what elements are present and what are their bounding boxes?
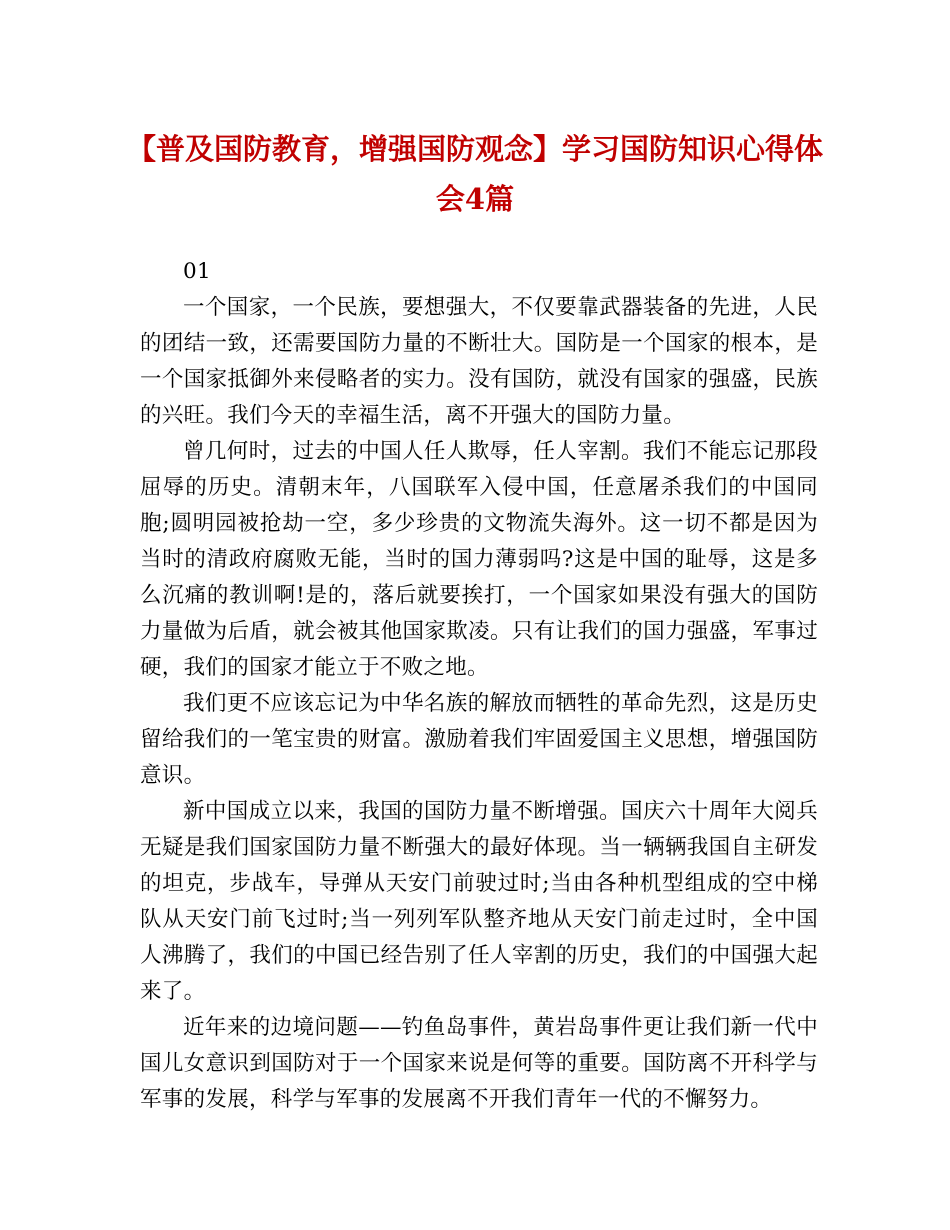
document-body xyxy=(140,254,818,1118)
paragraph-4: 新中国成立以来，我国的国防力量不断增强。国庆六十周年大阅兵无疑是我们国家国防力量不断强大的最好体现。当一辆辆我国自主研发的坦克，步战车，导弹从天安门前驶过时;当由各种机型组成的空中梯队从天安门前飞过时;当一列列军队整齐地从天安门前走过时，全中国人沸腾了，我们的中国已经告别了任人宰割的历史，我们的中国强大起来了。 xyxy=(140,799,818,1004)
paragraph-1: 一个国家，一个民族，要想强大，不仅要靠武器装备的先进，人民的团结一致，还需要国防力量的不断壮大。国防是一个国家的根本，是一个国家抵御外来侵略者的实力。没有国防，就没有国家的强盛，民族的兴旺。我们今天的幸福生活，离不开强大的国防力量。 xyxy=(140,295,818,428)
paragraph-2: 曾几何时，过去的中国人任人欺辱，任人宰割。我们不能忘记那段屈辱的历史。清朝末年，八国联军入侵中国，任意屠杀我们的中国同胞;圆明园被抢劫一空，多少珍贵的文物流失海外。这一切不都是因为当时的清政府腐败无能，当时的国力薄弱吗?这是中国的耻辱，这是多么沉痛的教训啊!是的，落后就要挨打，一个国家如果没有强大的国防力量做为后盾，就会被其他国家欺凌。只有让我们的国力强盛，军事过硬，我们的国家才能立于不败之地。 xyxy=(140,439,818,680)
paragraph-5: 近年来的边境问题——钓鱼岛事件，黄岩岛事件更让我们新一代中国儿女意识到国防对于一个国家来说是何等的重要。国防离不开科学与军事的发展，科学与军事的发展离不开我们青年一代的不懈努力。 xyxy=(140,1015,818,1112)
section-number: 01 xyxy=(183,259,211,284)
document-title: 【普及国防教育，增强国防观念】学习国防知识心得体会4篇 xyxy=(126,132,823,216)
paragraph-3: 我们更不应该忘记为中华名族的解放而牺牲的革命先烈，这是历史留给我们的一笔宝贵的财富。激励着我们牢固爱国主义思想，增强国防意识。 xyxy=(140,691,818,788)
